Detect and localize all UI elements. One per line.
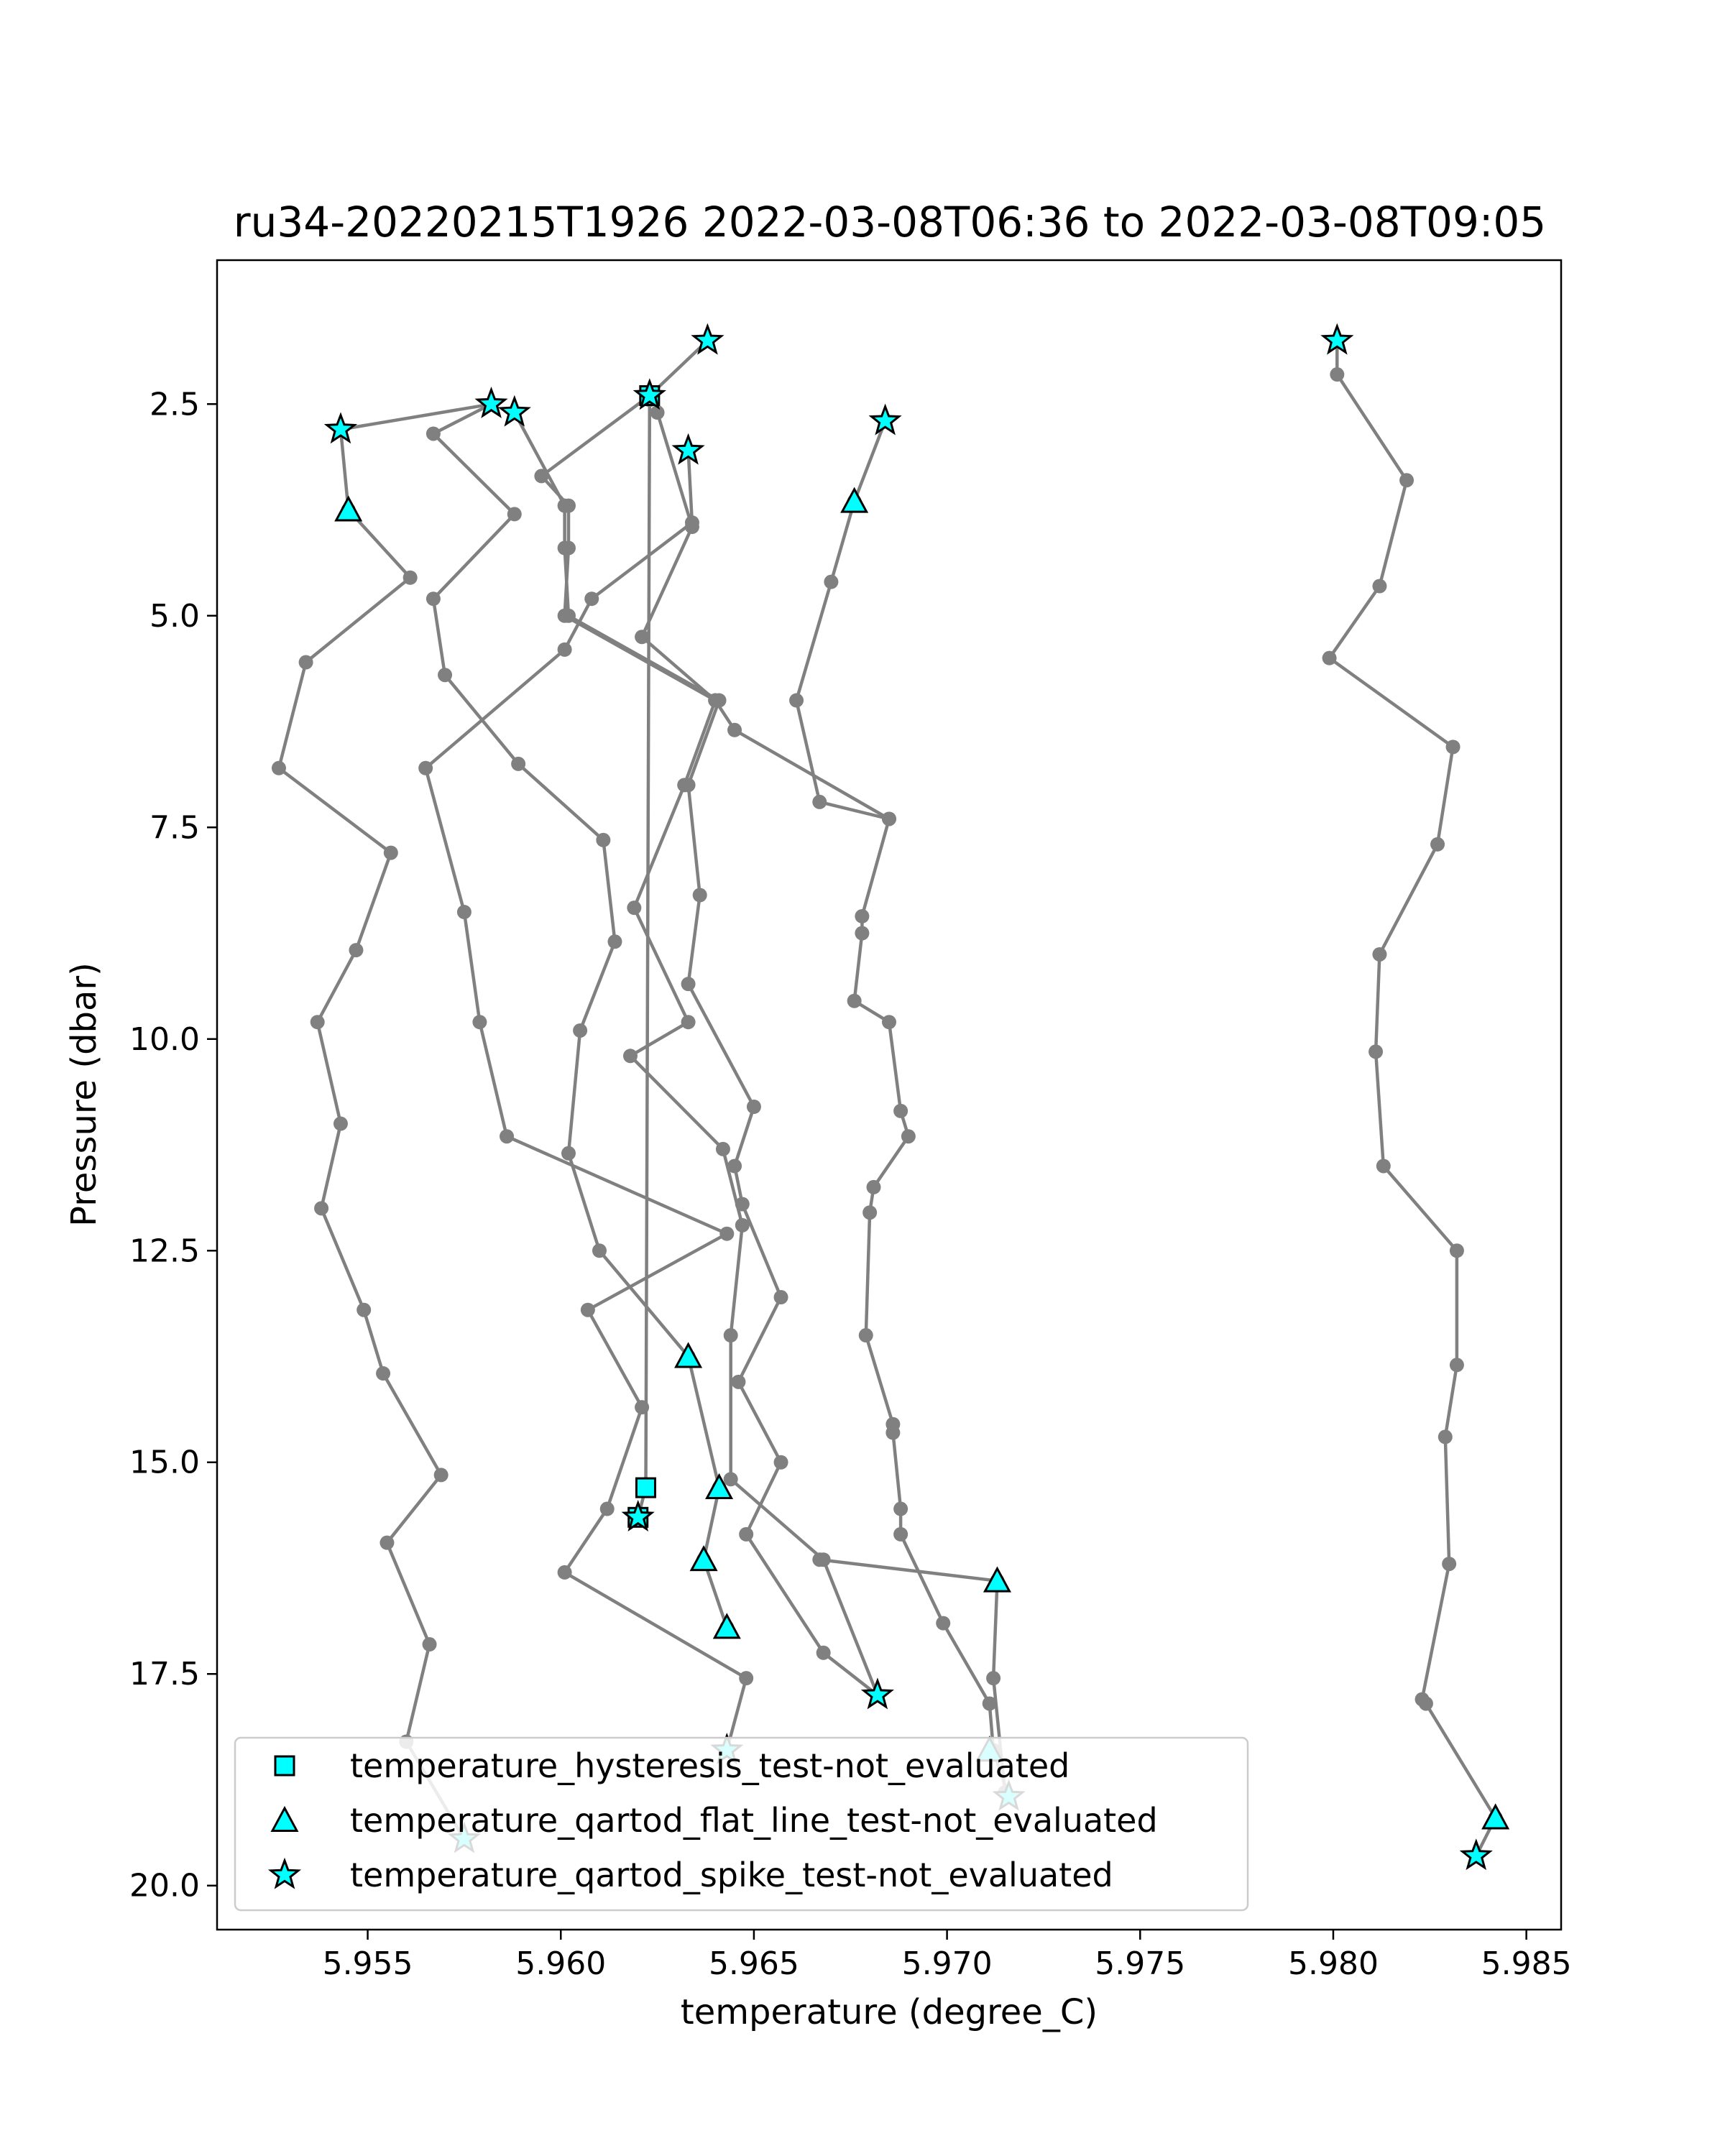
profile-point (1450, 1243, 1464, 1258)
profile-point (596, 833, 610, 847)
profile-point (1372, 579, 1386, 594)
legend-entry-star (271, 1856, 1113, 1894)
x-tick-label: 5.980 (1287, 1945, 1379, 1982)
profile-point (727, 723, 742, 737)
profile-point (426, 426, 441, 441)
profile-point (724, 1472, 738, 1486)
legend-entries (271, 1746, 1158, 1894)
profile-point (584, 591, 599, 606)
profile-point (747, 1100, 761, 1114)
profile-point (901, 1129, 916, 1143)
profile-point (693, 888, 707, 902)
profile-point (573, 1023, 587, 1038)
profile-point (824, 575, 838, 589)
profile-point (310, 1015, 325, 1029)
y-tick-label: 17.5 (129, 1656, 200, 1693)
profile-point (893, 1502, 908, 1516)
profile-point (561, 609, 576, 623)
profile-point (1419, 1696, 1433, 1710)
profile-point (558, 642, 572, 657)
profile-point (1330, 367, 1344, 382)
profile-point (677, 778, 691, 792)
profile-point (867, 1180, 881, 1194)
profile-point (334, 1117, 348, 1131)
profile-point (685, 520, 699, 534)
profile-point (472, 1015, 487, 1029)
profile-point (403, 571, 418, 585)
profile-point (859, 1328, 873, 1342)
profile-point (507, 507, 522, 521)
profile-point (886, 1426, 900, 1440)
profile-point (600, 1502, 615, 1516)
profile-point (724, 1328, 738, 1342)
profile-point (272, 761, 286, 775)
profile-point (855, 926, 869, 941)
y-tick-label: 5.0 (150, 597, 200, 635)
profile-point (376, 1366, 390, 1381)
profile-point (855, 909, 869, 923)
x-tick-label: 5.965 (708, 1945, 799, 1982)
profile-point (862, 1205, 877, 1220)
profile-point (457, 905, 472, 919)
profile-point (893, 1104, 908, 1118)
profile-point (607, 934, 622, 949)
y-tick-label: 20.0 (129, 1867, 200, 1904)
profile-point (423, 1637, 437, 1651)
profile-point (635, 630, 649, 644)
profile-point (847, 994, 862, 1008)
profile-point (558, 499, 572, 513)
profile-point (936, 1616, 950, 1631)
profile-point (349, 943, 363, 957)
profile-point (774, 1290, 788, 1304)
profile-point (893, 1527, 908, 1542)
profile-point (986, 1671, 1000, 1685)
profile-point (434, 1468, 448, 1482)
legend-label: temperature_hysteresis_test-not_evaluated (350, 1746, 1070, 1785)
x-tick-label: 5.970 (901, 1945, 993, 1982)
profile-point (774, 1455, 788, 1470)
legend-label: temperature_qartod_flat_line_test-not_evaluated (350, 1801, 1158, 1840)
profile-point (681, 977, 696, 991)
profile-point (716, 1142, 730, 1156)
profile-point (299, 655, 313, 670)
profile-point (558, 1565, 572, 1580)
profile-point (384, 846, 398, 860)
profile-point (592, 1243, 607, 1258)
x-tick-label: 5.955 (322, 1945, 413, 1982)
profile-point (356, 1303, 371, 1317)
profile-point (739, 1527, 753, 1542)
x-tick-label: 5.985 (1481, 1945, 1572, 1982)
profile-point (731, 1375, 745, 1389)
profile-point (1368, 1044, 1383, 1059)
profile-point (789, 694, 804, 708)
profile-point (812, 1552, 827, 1567)
profile-point (380, 1536, 394, 1550)
profile-point (812, 795, 827, 809)
legend-square-marker (275, 1756, 294, 1775)
profile-point (1322, 651, 1337, 665)
profile-point (882, 1015, 896, 1029)
profile-point (581, 1303, 595, 1317)
profile-point (438, 668, 452, 682)
profile-point (882, 811, 896, 826)
profile-point (1442, 1557, 1456, 1571)
profile-point (500, 1129, 514, 1143)
profile-point (426, 591, 441, 606)
x-axis-label: temperature (degree_C) (680, 1992, 1098, 2032)
profile-point (511, 757, 525, 771)
legend-entry-triangle (272, 1801, 1158, 1840)
profile-point (1430, 837, 1445, 852)
profile-point (1376, 1158, 1391, 1173)
y-axis-label: Pressure (dbar) (64, 962, 104, 1227)
y-tick-label: 2.5 (150, 386, 200, 423)
profile-point (1399, 473, 1414, 487)
legend-label: temperature_qartod_spike_test-not_evaluated (350, 1856, 1113, 1894)
profile-point (681, 1015, 696, 1029)
profile-point (719, 1227, 734, 1241)
profile-point (739, 1671, 753, 1685)
y-tick-label: 12.5 (129, 1233, 200, 1270)
x-tick-label: 5.960 (515, 1945, 607, 1982)
y-tick-label: 10.0 (129, 1021, 200, 1058)
profile-point (816, 1646, 831, 1660)
profile-point (1438, 1429, 1453, 1444)
y-tick-label: 15.0 (129, 1444, 200, 1481)
profile-point (623, 1049, 638, 1063)
profile-point (558, 541, 572, 556)
profile-point (1446, 740, 1460, 754)
profile-point (561, 1146, 576, 1161)
y-tick-label: 7.5 (150, 809, 200, 847)
profile-point (735, 1218, 750, 1233)
profile-point (418, 761, 433, 775)
profile-point (314, 1201, 328, 1215)
profile-point (627, 900, 641, 915)
chart-title: ru34-20220215T1926 2022-03-08T06:36 to 2022-03-08T09:05 (233, 198, 1547, 247)
square-marker (636, 1478, 655, 1497)
profile-point (1372, 947, 1386, 962)
profile-point (708, 694, 722, 708)
x-tick-label: 5.975 (1095, 1945, 1186, 1982)
profile-point (1450, 1358, 1464, 1372)
legend-entry-square (275, 1746, 1070, 1785)
legend (235, 1738, 1248, 1910)
